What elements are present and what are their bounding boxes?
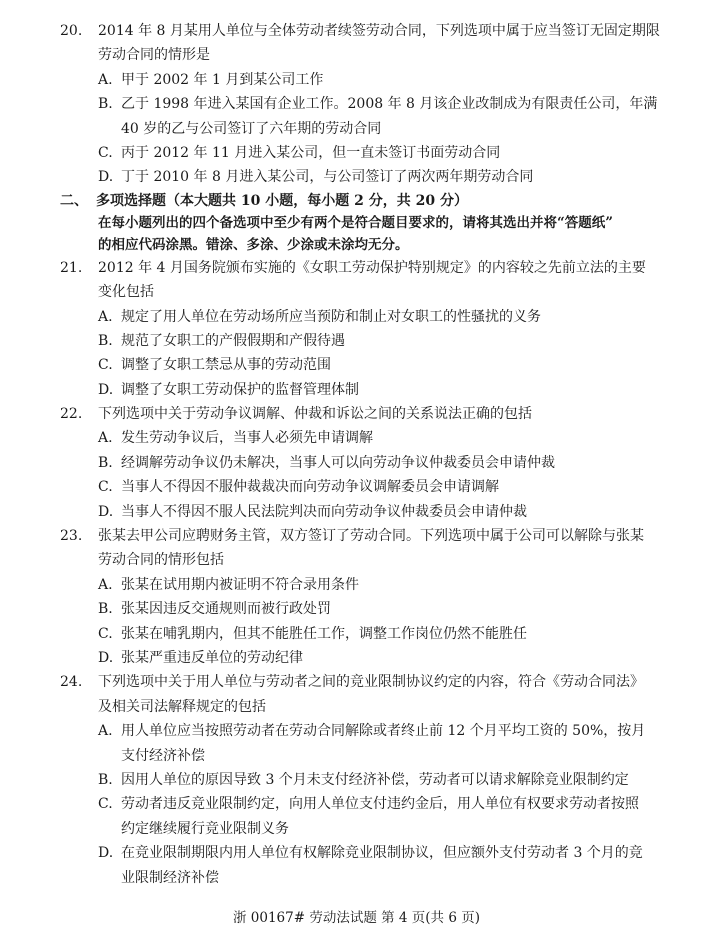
question-stem-text: 下列选项中关于用人单位与劳动者之间的竞业限制协议约定的内容，符合《劳动合同法》 (98, 674, 644, 691)
option-label: D. (98, 649, 114, 666)
section-instruction: 的相应代码涂黑。错涂、多涂、少涂或未涂均无分。 (98, 236, 409, 253)
option-text: 约定继续履行竞业限制义务 (121, 820, 289, 837)
question-stem-line (0, 43, 713, 67)
option-text: 甲于 2002 年 1 月到某公司工作 (121, 71, 324, 88)
option-text: 业限制经济补偿 (121, 869, 219, 886)
option-a (0, 719, 713, 743)
section-title: 多项选择题（本大题共 10 小题，每小题 2 分，共 20 分） (96, 192, 468, 209)
option-b (0, 92, 713, 116)
option-text: 乙于 1998 年进入某国有企业工作。2008 年 8 月该企业改制成为有限责任公司，年满 (121, 96, 658, 113)
option-a (0, 573, 713, 597)
question-21 (0, 256, 713, 402)
question-stem-text: 下列选项中关于劳动争议调解、仲裁和诉讼之间的关系说法正确的包括 (98, 406, 532, 423)
question-stem-line (0, 670, 713, 694)
option-label: B. (98, 96, 113, 113)
question-stem-text: 2014 年 8 月某用人单位与全体劳动者续签劳动合同，下列选项中属于应当签订无固定期限 (98, 23, 660, 39)
option-b (0, 451, 713, 475)
option-d-continued (0, 866, 713, 890)
question-stem-text: 变化包括 (98, 284, 154, 301)
option-d (0, 378, 713, 402)
question-24 (0, 670, 713, 890)
question-stem-line (0, 548, 713, 572)
option-label: D. (98, 845, 114, 862)
option-c (0, 475, 713, 499)
section-instruction-line (0, 234, 713, 256)
option-label: C. (98, 479, 113, 496)
question-20 (0, 19, 713, 190)
option-b (0, 329, 713, 353)
option-text: 调整了女职工禁忌从事的劳动范围 (121, 357, 331, 374)
option-d (0, 841, 713, 865)
option-b-continued (0, 117, 713, 141)
question-stem-text: 张某去甲公司应聘财务主管，双方签订了劳动合同。下列选项中属于公司可以解除与张某 (98, 528, 644, 545)
question-stem-text: 劳动合同的情形是 (98, 47, 210, 64)
option-d (0, 165, 713, 189)
question-stem-text: 劳动合同的情形包括 (98, 552, 224, 569)
option-text: 支付经济补偿 (121, 747, 205, 764)
option-text: 劳动者违反竞业限制约定，向用人单位支付违约金后，用人单位有权要求劳动者按照 (121, 796, 639, 813)
option-label: A. (98, 430, 113, 447)
question-number: 20. (60, 23, 83, 39)
page-footer: 浙 00167# 劳动法试题 第 4 页(共 6 页) (232, 910, 480, 926)
option-label: D. (98, 169, 114, 186)
option-label: C. (98, 144, 113, 161)
option-label: B. (98, 771, 113, 788)
question-stem-line (0, 402, 713, 426)
option-text: 当事人不得因不服人民法院判决而向劳动争议仲裁委员会申请仲裁 (121, 503, 527, 520)
option-text: 发生劳动争议后，当事人必须先申请调解 (121, 430, 373, 447)
question-22 (0, 402, 713, 524)
option-text: 张某因违反交通规则而被行政处罚 (121, 601, 331, 618)
section-title-line (0, 190, 713, 212)
question-stem-line (0, 256, 713, 280)
option-text: 丙于 2012 年 11 月进入某公司，但一直未签订书面劳动合同 (121, 144, 501, 161)
option-label: A. (98, 71, 113, 88)
option-label: D. (98, 503, 114, 520)
option-label: B. (98, 601, 113, 618)
option-text: 在竞业限制期限内用人单位有权解除竞业限制协议，但应额外支付劳动者 3 个月的竞 (121, 845, 643, 862)
option-a (0, 305, 713, 329)
option-label: B. (98, 332, 113, 349)
question-stem-line (0, 280, 713, 304)
question-23 (0, 524, 713, 670)
option-c (0, 353, 713, 377)
option-text: 张某在哺乳期内，但其不能胜任工作，调整工作岗位仍然不能胜任 (121, 625, 527, 642)
section-number: 二、 (60, 192, 88, 209)
option-text: 张某在试用期内被证明不符合录用条件 (121, 576, 359, 593)
option-a (0, 68, 713, 92)
option-b (0, 768, 713, 792)
option-text: 规定了用人单位在劳动场所应当预防和制止对女职工的性骚扰的义务 (121, 308, 541, 325)
option-text: 当事人不得因不服仲裁裁决而向劳动争议调解委员会申请调解 (121, 479, 499, 496)
option-label: D. (98, 381, 114, 398)
option-text: 张某严重违反单位的劳动纪律 (121, 649, 303, 666)
question-stem-line (0, 695, 713, 719)
section-instruction: 在每小题列出的四个备选项中至少有两个是符合题目要求的，请将其选出并将“答题纸” (98, 214, 614, 231)
option-d (0, 500, 713, 524)
option-a-continued (0, 744, 713, 768)
option-a (0, 426, 713, 450)
section-multiple-choice (0, 190, 713, 256)
question-stem-line (0, 19, 713, 43)
question-stem-text: 及相关司法解释规定的包括 (98, 698, 266, 715)
option-label: C. (98, 625, 113, 642)
option-c (0, 622, 713, 646)
option-text: 因用人单位的原因导致 3 个月未支付经济补偿，劳动者可以请求解除竞业限制约定 (121, 771, 629, 788)
option-label: A. (98, 308, 113, 325)
option-label: C. (98, 357, 113, 374)
question-number: 21. (60, 259, 83, 276)
option-text: 40 岁的乙与公司签订了六年期的劳动合同 (121, 120, 382, 137)
option-text: 规范了女职工的产假假期和产假待遇 (121, 332, 345, 349)
option-text: 经调解劳动争议仍未解决，当事人可以向劳动争议仲裁委员会申请仲裁 (121, 454, 555, 471)
option-c-continued (0, 817, 713, 841)
option-label: A. (98, 576, 113, 593)
question-number: 24. (60, 674, 83, 691)
question-number: 22. (60, 406, 83, 423)
option-label: B. (98, 454, 113, 471)
option-d (0, 646, 713, 670)
option-text: 丁于 2010 年 8 月进入某公司，与公司签订了两次两年期劳动合同 (121, 169, 534, 186)
question-stem-line (0, 524, 713, 548)
option-c (0, 792, 713, 816)
question-stem-text: 2012 年 4 月国务院颁布实施的《女职工劳动保护特别规定》的内容较之先前立法的主要 (98, 259, 646, 276)
option-label: A. (98, 723, 113, 740)
option-b (0, 597, 713, 621)
section-instruction-line (0, 212, 713, 234)
question-number: 23. (60, 528, 83, 545)
option-text: 调整了女职工劳动保护的监督管理体制 (121, 381, 359, 398)
option-c (0, 141, 713, 165)
option-text: 用人单位应当按照劳动者在劳动合同解除或者终止前 12 个月平均工资的 50%，按月 (121, 723, 646, 740)
option-label: C. (98, 796, 113, 813)
